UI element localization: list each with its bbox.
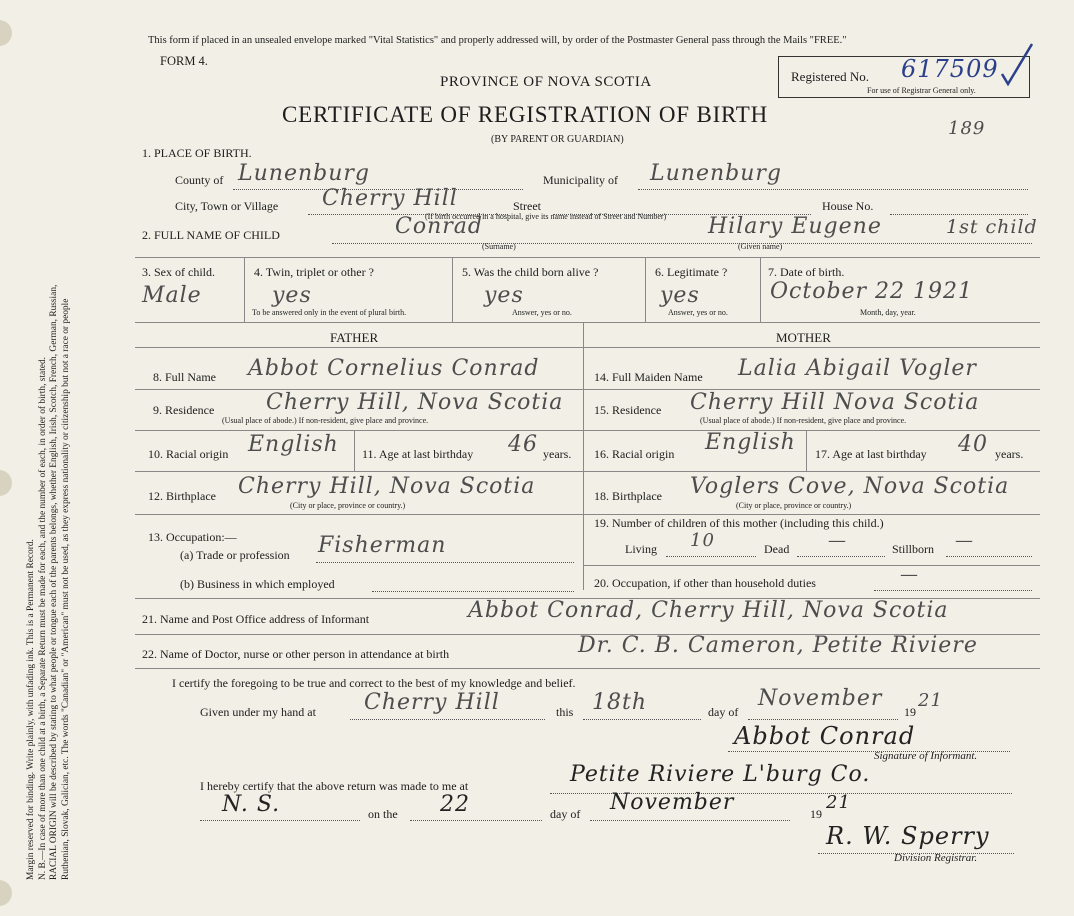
father-occupation-label: 13. Occupation:— (148, 530, 237, 544)
margin-line-2: N. B.—In case of more than one child at a birth, a Separate Return must be made for each, and the number of each, in order of birth, stated. (37, 357, 48, 880)
surname-note: (Surname) (482, 242, 516, 251)
given-month-value: November (758, 686, 883, 711)
stillborn-value: — (955, 530, 974, 551)
doctor-label: 22. Name of Doctor, nurse or other person in attendance at birth (142, 647, 450, 661)
informant-signature: Abbot Conrad (734, 722, 916, 750)
hospital-note: (If birth occurred in a hospital, give its name instead of Street and Number) (425, 212, 667, 221)
mother-racial-value: English (705, 430, 796, 455)
certification-statement: I certify the foregoing to be true and correct to the best of my knowledge and belief. (172, 676, 576, 690)
registrar-day-of-label: day of (550, 807, 581, 821)
given-day-of-label: day of (708, 705, 739, 719)
punch-hole (0, 880, 12, 906)
registrar-only-note: For use of Registrar General only. (867, 86, 976, 95)
registered-number: 617509 (901, 55, 999, 83)
living-value: 10 (690, 530, 715, 551)
father-age-label: 11. Age at last birthday (362, 447, 474, 461)
municipality-value: Lunenburg (650, 161, 782, 186)
mail-notice: This form if placed in an unsealed envelope marked "Vital Statistics" and properly addressed will, by order of the Postmaster General pass through the Mails "FREE." (148, 35, 847, 46)
mother-residence-note: (Usual place of abode.) If non-resident, give place and province. (700, 416, 907, 425)
twin-note: To be answered only in the event of plural birth. (252, 308, 407, 317)
doctor-value: Dr. C. B. Cameron, Petite Riviere (578, 633, 978, 658)
legitimate-value: yes (660, 283, 700, 308)
father-birthplace-value: Cherry Hill, Nova Scotia (238, 474, 536, 499)
mother-birthplace-note: (City or place, province or country.) (736, 501, 852, 510)
birth-order-note: 1st child (946, 216, 1038, 238)
father-name-value: Abbot Cornelius Conrad (248, 356, 540, 381)
birth-date-label: 7. Date of birth. (768, 265, 845, 279)
living-label: Living (625, 542, 657, 556)
mother-occupation-label: 20. Occupation, if other than household duties (594, 576, 816, 590)
registrar-place-value-2: N. S. (222, 792, 281, 817)
legitimate-label: 6. Legitimate ? (655, 265, 728, 279)
registrar-on-the-label: on the (368, 807, 398, 821)
given-place-value: Cherry Hill (364, 690, 500, 715)
given-year-prefix: 19 (904, 705, 916, 719)
form-number: FORM 4. (160, 54, 208, 68)
province-heading: PROVINCE OF NOVA SCOTIA (440, 74, 652, 90)
mother-residence-label: 15. Residence (594, 403, 662, 417)
registrar-title: Division Registrar. (894, 852, 978, 864)
father-heading: FATHER (330, 330, 379, 345)
informant-label: 21. Name and Post Office address of Informant (142, 612, 370, 626)
mother-children-label: 19. Number of children of this mother (including this child.) (594, 516, 884, 530)
father-birthplace-label: 12. Birthplace (148, 489, 216, 503)
registration-box (778, 56, 1030, 98)
document-subtitle: (BY PARENT OR GUARDIAN) (491, 134, 624, 145)
alive-note: Answer, yes or no. (512, 308, 572, 317)
registrar-month-value: November (610, 790, 735, 815)
place-of-birth-heading: 1. PLACE OF BIRTH. (142, 146, 252, 160)
legitimate-note: Answer, yes or no. (668, 308, 728, 317)
house-no-label: House No. (822, 199, 874, 213)
dead-label: Dead (764, 542, 790, 556)
county-label: County of (175, 173, 224, 187)
given-year-value: 21 (918, 690, 943, 711)
given-under-label: Given under my hand at (200, 705, 316, 719)
informant-value: Abbot Conrad, Cherry Hill, Nova Scotia (468, 598, 949, 623)
corner-mark: 189 (948, 118, 986, 139)
county-value: Lunenburg (238, 161, 370, 186)
mother-age-label: 17. Age at last birthday (815, 447, 927, 461)
father-age-unit: years. (543, 447, 572, 461)
father-trade-label: (a) Trade or profession (180, 548, 290, 562)
registrar-place-value: Petite Riviere L'burg Co. (570, 762, 871, 787)
dead-value: — (828, 530, 847, 551)
document-title: CERTIFICATE OF REGISTRATION OF BIRTH (282, 102, 769, 127)
municipality-label: Municipality of (543, 173, 618, 187)
birth-date-note: Month, day, year. (860, 308, 916, 317)
child-given-name: Hilary Eugene (708, 214, 882, 239)
check-mark-icon (998, 40, 1038, 90)
mother-racial-label: 16. Racial origin (594, 447, 675, 461)
birth-date-value: October 22 1921 (770, 279, 974, 304)
this-label: this (556, 705, 574, 719)
mother-heading: MOTHER (776, 330, 831, 345)
registrar-year-value: 21 (826, 792, 851, 813)
mother-age-unit: years. (995, 447, 1024, 461)
mother-birthplace-value: Voglers Cove, Nova Scotia (690, 474, 1010, 499)
father-residence-note: (Usual place of abode.) If non-resident, give place and province. (222, 416, 429, 425)
child-name-label: 2. FULL NAME OF CHILD (142, 228, 280, 242)
mother-name-label: 14. Full Maiden Name (594, 370, 703, 384)
mother-name-value: Lalia Abigail Vogler (738, 356, 977, 381)
registrar-day-value: 22 (440, 792, 470, 817)
city-label: City, Town or Village (175, 199, 279, 213)
given-name-note: (Given name) (738, 242, 783, 251)
twin-label: 4. Twin, triplet or other ? (254, 265, 374, 279)
margin-line-4: Ruthenian, Slovak, Galician, etc. The words "Canadian" or "American" must not be used, as they express nationality or citizenship but not a race or people (60, 298, 71, 880)
punch-hole (0, 20, 12, 46)
mother-occupation-value: — (900, 564, 919, 585)
sex-value: Male (142, 283, 202, 308)
mother-birthplace-label: 18. Birthplace (594, 489, 662, 503)
alive-label: 5. Was the child born alive ? (462, 265, 599, 279)
punch-hole (0, 470, 12, 496)
registrar-year-prefix: 19 (810, 807, 822, 821)
father-trade-value: Fisherman (318, 533, 447, 558)
margin-instructions (26, 20, 72, 880)
street-label: Street (513, 199, 541, 213)
father-birthplace-note: (City or place, province or country.) (290, 501, 406, 510)
father-name-label: 8. Full Name (153, 370, 216, 384)
margin-line-3: RACIAL ORIGIN will be described by stating to what people or tongue each of the parents belongs, whether English, Irish, Scotch, French, German, Russian, (49, 284, 59, 880)
father-age-value: 46 (508, 432, 538, 457)
father-residence-label: 9. Residence (153, 403, 215, 417)
given-day-value: 18th (592, 690, 648, 715)
stillborn-label: Stillborn (892, 542, 935, 556)
twin-value: yes (272, 283, 312, 308)
child-surname: Conrad (395, 214, 483, 239)
margin-line-1: Margin reserved for binding. Write plainly, with unfading ink. This is a Permanent Record. (26, 539, 36, 880)
informant-signature-note: Signature of Informant. (874, 750, 978, 762)
father-residence-value: Cherry Hill, Nova Scotia (266, 390, 564, 415)
registrar-signature: R. W. Sperry (826, 822, 990, 850)
alive-value: yes (484, 283, 524, 308)
registered-label: Registered No. (791, 69, 869, 84)
father-business-label: (b) Business in which employed (180, 577, 335, 591)
mother-age-value: 40 (958, 432, 988, 457)
father-racial-label: 10. Racial origin (148, 447, 229, 461)
city-value: Cherry Hill (322, 186, 458, 211)
mother-residence-value: Cherry Hill Nova Scotia (690, 390, 980, 415)
sex-label: 3. Sex of child. (142, 265, 215, 279)
registrar-statement: I hereby certify that the above return was made to me at (200, 779, 469, 793)
father-racial-value: English (248, 432, 339, 457)
